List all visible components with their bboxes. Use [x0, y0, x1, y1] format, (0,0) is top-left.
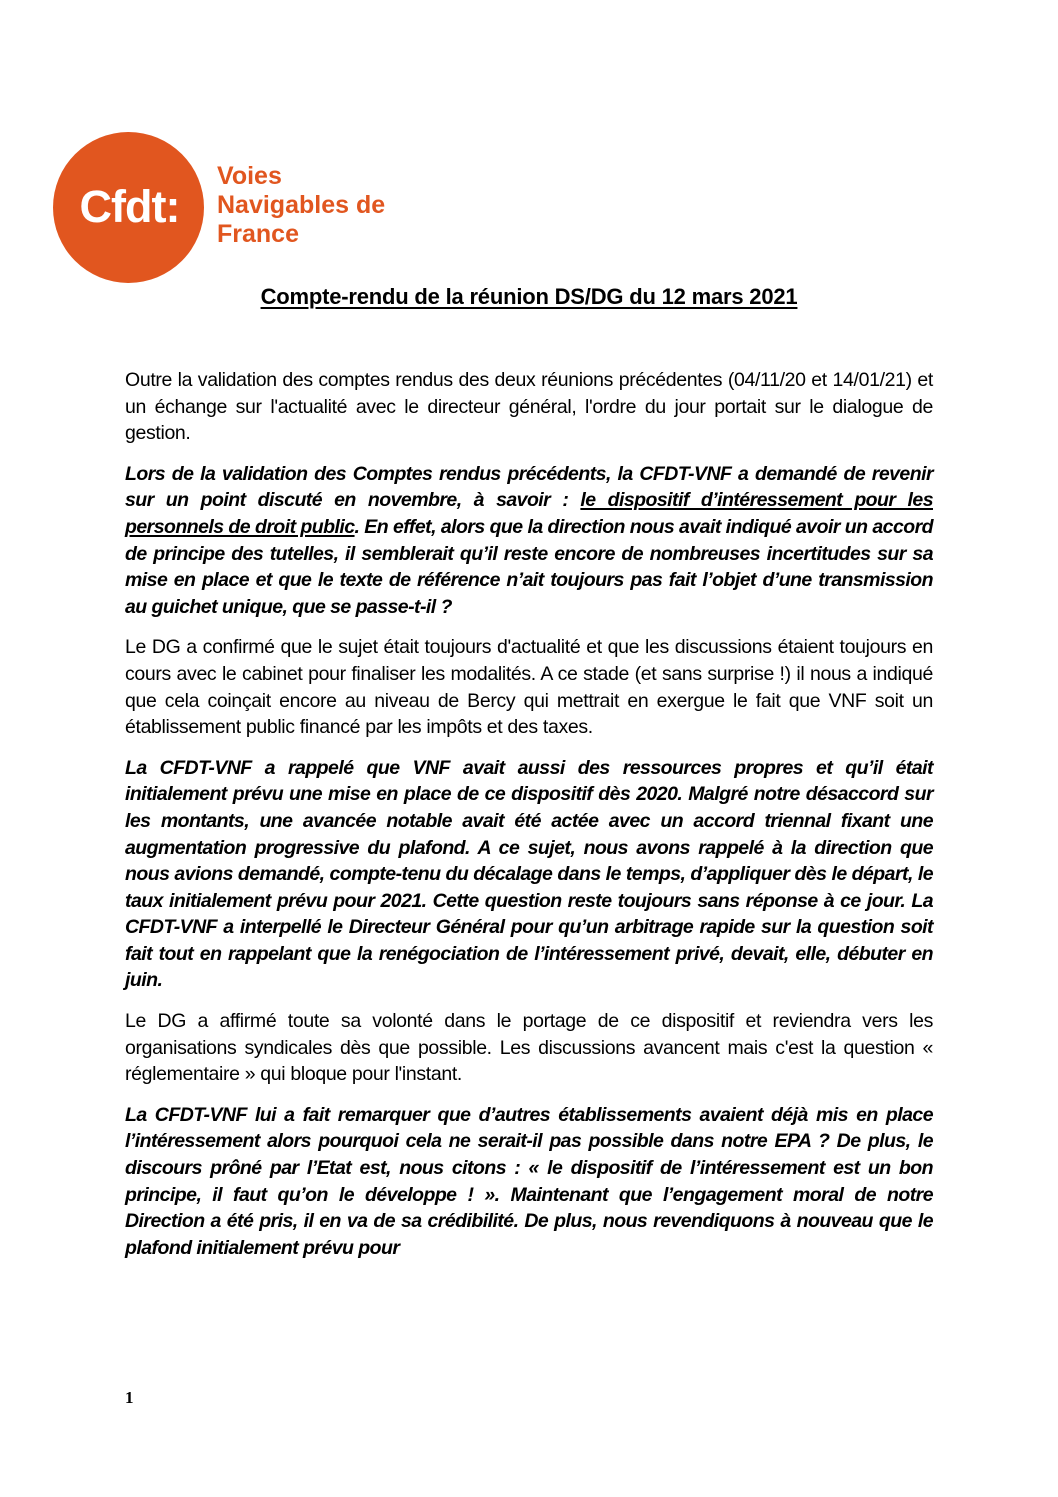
- paragraph-cfdt-remark: La CFDT-VNF lui a fait remarquer que d’autres établissements avaient déjà mis en place l’intéressement alors pourquoi cela ne serait-il pas possible dans notre EPA ? De plus, le discours prôné par l’Etat est, nous citons : « le dispositif de l’intéressement est un bon principe, il faut qu’on le développe ! ». Maintenant que l’engagement moral de notre Direction a été pris, il en va de sa crédibilité. De plus, nous revendiquons à nouveau que le plafond initialement prévu pour: [125, 1103, 933, 1259]
- page-number: 1: [125, 1388, 134, 1407]
- logo-mark: Cfdt:: [79, 180, 180, 232]
- document-body: [125, 367, 933, 1275]
- paragraph-dg-response-1: Le DG a confirmé que le sujet était toujours d'actualité et que les discussions étaient toujours en cours avec le cabinet pour finaliser les modalités. A ce stade (et sans surprise !) il nous a indiqué que cela coinçait encore au niveau de Bercy qui mettrait en exergue le fait que VNF soit un établissement public financé par les impôts et des taxes.: [125, 636, 933, 739]
- document-title: Compte-rendu de la réunion DS/DG du 12 mars 2021: [260, 284, 798, 309]
- paragraph-cfdt-reminder: La CFDT-VNF a rappelé que VNF avait aussi des ressources propres et qu’il était initialement prévu une mise en place de ce dispositif dès 2020. Malgré notre désaccord sur les montants, une avancée notable avait été actée avec un accord triennal fixant une augmentation progressive du plafond. A ce sujet, nous avons rappelé à la direction que nous avions demandé, compte-tenu du décalage dans le temps, d’appliquer dès le départ, le taux initialement prévu pour 2021. Cette question reste toujours sans réponse à ce jour. La CFDT-VNF a interpellé le Directeur Général pour qu’un arbitrage rapide sur la question soit fait tout en rappelant que la renégociation de l’intéressement privé, devait, elle, débuter en juin.: [125, 756, 933, 992]
- logo-line-2: Navigables de: [217, 191, 386, 219]
- underlined-subject: le dispositif d’intéressement pour les personnels de droit public: [125, 489, 933, 538]
- paragraph-cfdt-question: [125, 461, 933, 621]
- cfdt-logo-circle-icon: [53, 132, 204, 283]
- cfdt-vnf-logo: [53, 132, 413, 284]
- paragraph-intro: Outre la validation des comptes rendus des deux réunions précédentes (04/11/20 et 14/01/21) et un échange sur l'actualité avec le directeur général, l'ordre du jour portait sur le dialogue de gestion.: [125, 369, 933, 445]
- logo-organization-name: [217, 162, 385, 249]
- paragraph-text: Lors de la validation des Comptes rendus précédents, la CFDT-VNF a demandé de revenir sur un point discuté en novembre, à savoir :: [125, 462, 933, 512]
- logo-line-1: Voies: [217, 162, 282, 190]
- paragraph-text: . En effet, alors que la direction nous avait indiqué avoir un accord de principe des tutelles, il semblerait qu’il reste encore de nombreuses incertitudes sur sa mise en place et que le texte de référence n’ait toujours pas fait l’objet d’une transmission au guichet unique, que se passe-t-il ?: [125, 515, 934, 618]
- logo-line-3: France: [217, 220, 299, 248]
- paragraph-dg-response-2: Le DG a affirmé toute sa volonté dans le portage de ce dispositif et reviendra vers les organisations syndicales dès que possible. Les discussions avancent mais c'est la question « réglementaire » qui bloque pour l'instant.: [125, 1010, 933, 1086]
